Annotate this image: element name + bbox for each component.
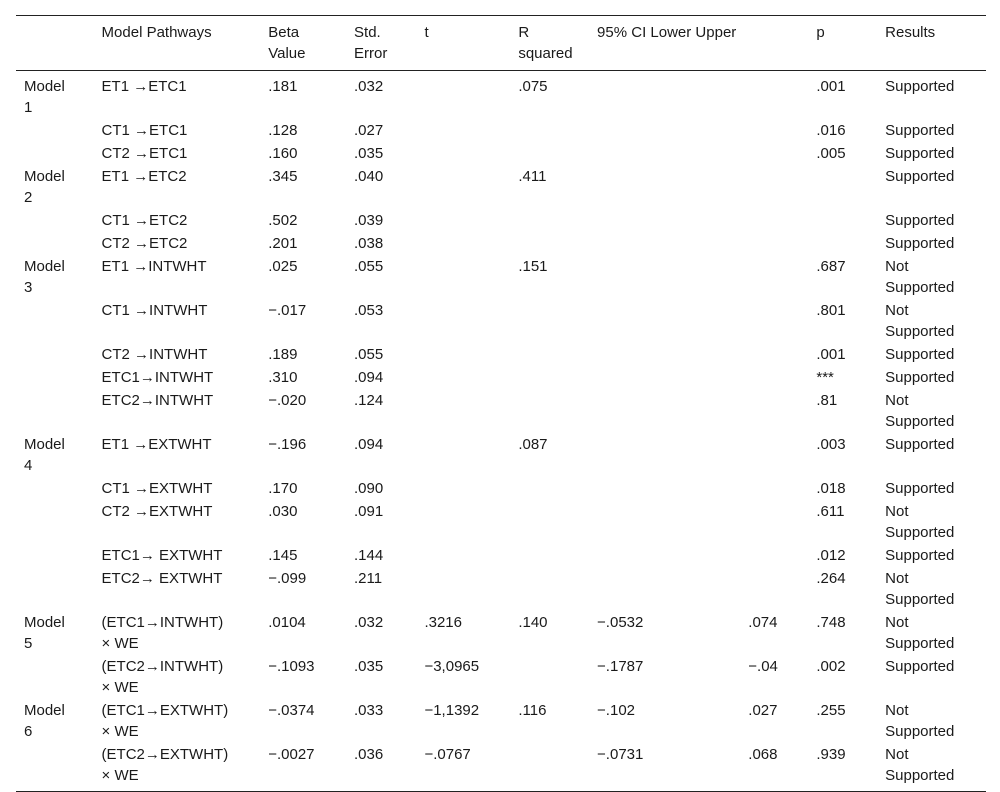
cell-beta: .128 xyxy=(268,122,298,139)
cell-p: .801 xyxy=(816,302,846,319)
cell-r-squared xyxy=(510,142,589,165)
header-beta: Beta Value xyxy=(268,24,306,62)
cell-beta: .030 xyxy=(268,503,298,520)
cell-model: Model 5 xyxy=(24,614,65,652)
cell-beta: .502 xyxy=(268,212,298,229)
table-row xyxy=(16,500,986,544)
cell-r-squared: .140 xyxy=(518,614,548,631)
cell-r-squared: .151 xyxy=(518,258,548,275)
cell-result: Not Supported xyxy=(885,258,955,296)
cell-model xyxy=(16,389,94,433)
cell-ci-lower xyxy=(589,142,740,165)
cell-model xyxy=(16,567,94,611)
cell-result: Supported xyxy=(885,212,955,229)
cell-beta: −.020 xyxy=(268,392,307,409)
header-results: Results xyxy=(885,24,936,41)
cell-p: .005 xyxy=(816,145,846,162)
cell-std-error: .033 xyxy=(354,702,384,719)
cell-ci-lower xyxy=(589,477,740,500)
cell-t xyxy=(416,389,510,433)
cell-ci-lower xyxy=(589,500,740,544)
cell-r-squared xyxy=(510,655,589,699)
cell-ci-lower: −.0532 xyxy=(597,614,644,631)
cell-t: −.0767 xyxy=(424,746,471,763)
cell-ci-upper xyxy=(740,544,808,567)
cell-t xyxy=(416,343,510,366)
cell-result: Not Supported xyxy=(885,614,955,652)
cell-std-error: .036 xyxy=(354,746,384,763)
header-t: t xyxy=(424,24,429,41)
cell-result: Not Supported xyxy=(885,746,955,784)
cell-ci-upper xyxy=(740,343,808,366)
cell-ci-upper xyxy=(740,232,808,255)
cell-ci-upper: .068 xyxy=(748,746,778,763)
cell-ci-upper xyxy=(740,165,808,209)
cell-std-error: .211 xyxy=(354,570,383,587)
cell-ci-upper xyxy=(740,71,808,120)
cell-t xyxy=(416,299,510,343)
table-row xyxy=(16,366,986,389)
cell-t xyxy=(416,119,510,142)
cell-ci-upper xyxy=(740,255,808,299)
cell-t: −1,1392 xyxy=(424,702,480,719)
cell-std-error: .053 xyxy=(354,302,384,319)
cell-result: Supported xyxy=(885,658,955,675)
cell-ci-lower xyxy=(589,343,740,366)
cell-beta: −.0027 xyxy=(268,746,315,763)
cell-pathway: CT1 →ETC1 xyxy=(101,122,188,139)
cell-beta: −.196 xyxy=(268,436,307,453)
cell-result: Supported xyxy=(885,168,955,185)
cell-model xyxy=(16,477,94,500)
cell-p xyxy=(808,232,877,255)
cell-ci-lower xyxy=(589,165,740,209)
table-row xyxy=(16,611,986,655)
cell-result: Not Supported xyxy=(885,503,955,541)
cell-p: *** xyxy=(816,369,834,386)
cell-result: Not Supported xyxy=(885,702,955,740)
table-row xyxy=(16,119,986,142)
cell-result: Supported xyxy=(885,369,955,386)
table-row xyxy=(16,433,986,477)
cell-ci-lower xyxy=(589,433,740,477)
cell-t: .3216 xyxy=(424,614,462,631)
cell-ci-lower xyxy=(589,389,740,433)
cell-result: Supported xyxy=(885,78,955,95)
cell-model xyxy=(16,743,94,792)
cell-beta: −.099 xyxy=(268,570,307,587)
header-ci-upper xyxy=(740,16,808,71)
cell-r-squared xyxy=(510,389,589,433)
cell-beta: .145 xyxy=(268,547,298,564)
cell-model: Model 1 xyxy=(24,78,65,116)
cell-r-squared xyxy=(510,299,589,343)
cell-p xyxy=(808,165,877,209)
cell-std-error: .038 xyxy=(354,235,384,252)
cell-pathway: CT1 →INTWHT xyxy=(101,302,208,319)
cell-beta: −.0374 xyxy=(268,702,315,719)
cell-t xyxy=(416,544,510,567)
cell-p: .003 xyxy=(816,436,846,453)
cell-beta: −.1093 xyxy=(268,658,315,675)
cell-ci-lower xyxy=(589,71,740,120)
cell-p: .748 xyxy=(816,614,846,631)
table-row xyxy=(16,699,986,743)
cell-pathway: ETC1→ EXTWHT xyxy=(101,547,223,564)
table-row xyxy=(16,655,986,699)
cell-pathway: CT2 →INTWHT xyxy=(101,346,208,363)
table-row xyxy=(16,343,986,366)
cell-pathway: ET1 →ETC1 xyxy=(101,78,187,95)
cell-ci-lower xyxy=(589,209,740,232)
cell-result: Supported xyxy=(885,436,955,453)
cell-model xyxy=(16,119,94,142)
table-row xyxy=(16,544,986,567)
cell-r-squared xyxy=(510,544,589,567)
cell-result: Supported xyxy=(885,122,955,139)
cell-p: .018 xyxy=(816,480,846,497)
cell-model xyxy=(16,366,94,389)
cell-std-error: .032 xyxy=(354,78,384,95)
cell-result: Supported xyxy=(885,480,955,497)
cell-result: Not Supported xyxy=(885,570,955,608)
cell-pathway: ET1 →INTWHT xyxy=(101,258,207,275)
cell-p: .264 xyxy=(816,570,846,587)
cell-t xyxy=(416,232,510,255)
cell-pathway: CT2 →ETC2 xyxy=(101,235,188,252)
cell-pathway: (ETC1→EXTWHT) × WE xyxy=(101,702,229,740)
cell-ci-lower: −.1787 xyxy=(597,658,644,675)
cell-std-error: .035 xyxy=(354,145,384,162)
cell-beta: .189 xyxy=(268,346,298,363)
cell-std-error: .027 xyxy=(354,122,384,139)
cell-t xyxy=(416,209,510,232)
results-table xyxy=(16,15,986,792)
cell-r-squared xyxy=(510,567,589,611)
cell-result: Not Supported xyxy=(885,392,955,430)
cell-ci-upper xyxy=(740,433,808,477)
cell-r-squared xyxy=(510,232,589,255)
cell-model: Model 3 xyxy=(24,258,65,296)
cell-p: .012 xyxy=(816,547,846,564)
cell-pathway: ETC2→ EXTWHT xyxy=(101,570,223,587)
table-row xyxy=(16,255,986,299)
table-row xyxy=(16,165,986,209)
cell-ci-upper xyxy=(740,500,808,544)
cell-beta: .181 xyxy=(268,78,298,95)
cell-r-squared xyxy=(510,343,589,366)
table-row xyxy=(16,209,986,232)
cell-std-error: .144 xyxy=(354,547,384,564)
cell-model: Model 2 xyxy=(24,168,65,206)
cell-std-error: .090 xyxy=(354,480,384,497)
cell-model xyxy=(16,343,94,366)
cell-model xyxy=(16,232,94,255)
cell-t xyxy=(416,433,510,477)
table-row xyxy=(16,389,986,433)
cell-std-error: .091 xyxy=(354,503,384,520)
cell-pathway: ETC1→INTWHT xyxy=(101,369,214,386)
cell-model xyxy=(16,209,94,232)
cell-r-squared: .087 xyxy=(518,436,548,453)
cell-std-error: .032 xyxy=(354,614,384,631)
cell-r-squared xyxy=(510,477,589,500)
cell-p: .939 xyxy=(816,746,846,763)
cell-pathway: CT2 →ETC1 xyxy=(101,145,188,162)
header-r-squared: R squared xyxy=(518,24,573,62)
cell-pathway: (ETC1→INTWHT) × WE xyxy=(101,614,224,652)
cell-ci-upper: .074 xyxy=(748,614,778,631)
cell-t xyxy=(416,255,510,299)
cell-std-error: .124 xyxy=(354,392,384,409)
cell-t xyxy=(416,71,510,120)
cell-model xyxy=(16,655,94,699)
cell-r-squared xyxy=(510,743,589,792)
cell-ci-lower: −.102 xyxy=(597,702,636,719)
cell-ci-lower xyxy=(589,299,740,343)
cell-r-squared xyxy=(510,209,589,232)
cell-pathway: ETC2→INTWHT xyxy=(101,392,214,409)
cell-t xyxy=(416,165,510,209)
cell-r-squared xyxy=(510,119,589,142)
table-header xyxy=(16,16,986,71)
header-p: p xyxy=(816,24,825,41)
table-row xyxy=(16,567,986,611)
cell-ci-lower: −.0731 xyxy=(597,746,644,763)
cell-t xyxy=(416,366,510,389)
cell-model xyxy=(16,544,94,567)
cell-ci-lower xyxy=(589,366,740,389)
cell-model: Model 4 xyxy=(24,436,65,474)
cell-p xyxy=(808,209,877,232)
cell-ci-upper xyxy=(740,567,808,611)
cell-p: .611 xyxy=(816,503,845,520)
cell-t xyxy=(416,567,510,611)
cell-ci-lower xyxy=(589,255,740,299)
cell-pathway: ET1 →ETC2 xyxy=(101,168,187,185)
cell-std-error: .055 xyxy=(354,258,384,275)
cell-std-error: .035 xyxy=(354,658,384,675)
cell-beta: .310 xyxy=(268,369,298,386)
cell-beta: .025 xyxy=(268,258,298,275)
cell-p: .016 xyxy=(816,122,846,139)
table-row xyxy=(16,477,986,500)
cell-beta: .0104 xyxy=(268,614,306,631)
cell-ci-upper xyxy=(740,366,808,389)
cell-t: −3,0965 xyxy=(424,658,480,675)
cell-std-error: .094 xyxy=(354,436,384,453)
table-row xyxy=(16,232,986,255)
cell-model: Model 6 xyxy=(24,702,65,740)
cell-ci-lower xyxy=(589,232,740,255)
cell-beta: .170 xyxy=(268,480,298,497)
cell-r-squared xyxy=(510,500,589,544)
cell-std-error: .040 xyxy=(354,168,384,185)
cell-result: Supported xyxy=(885,145,955,162)
cell-p: .81 xyxy=(816,392,838,409)
cell-result: Not Supported xyxy=(885,302,955,340)
cell-std-error: .055 xyxy=(354,346,384,363)
cell-result: Supported xyxy=(885,547,955,564)
table-body xyxy=(16,71,986,792)
table-row xyxy=(16,299,986,343)
cell-pathway: CT1 →EXTWHT xyxy=(101,480,213,497)
header-row xyxy=(16,16,986,71)
cell-ci-upper xyxy=(740,389,808,433)
cell-pathway: CT1 →ETC2 xyxy=(101,212,188,229)
cell-model xyxy=(16,500,94,544)
cell-p: .001 xyxy=(816,78,846,95)
cell-ci-upper xyxy=(740,209,808,232)
cell-beta: −.017 xyxy=(268,302,307,319)
cell-ci-upper xyxy=(740,119,808,142)
cell-ci-lower xyxy=(589,567,740,611)
cell-ci-upper: −.04 xyxy=(748,658,778,675)
table-row xyxy=(16,71,986,120)
cell-t xyxy=(416,500,510,544)
cell-std-error: .039 xyxy=(354,212,384,229)
cell-std-error: .094 xyxy=(354,369,384,386)
table-row xyxy=(16,142,986,165)
cell-result: Supported xyxy=(885,346,955,363)
cell-r-squared: .075 xyxy=(518,78,548,95)
cell-t xyxy=(416,142,510,165)
header-ci: 95% CI Lower Upper xyxy=(597,24,737,41)
cell-model xyxy=(16,142,94,165)
cell-pathway: (ETC2→INTWHT) × WE xyxy=(101,658,224,696)
cell-model xyxy=(16,299,94,343)
cell-ci-upper xyxy=(740,142,808,165)
cell-ci-lower xyxy=(589,544,740,567)
cell-ci-lower xyxy=(589,119,740,142)
cell-pathway: (ETC2→EXTWHT) × WE xyxy=(101,746,229,784)
cell-r-squared: .116 xyxy=(518,702,547,719)
results-table-container xyxy=(16,15,986,792)
cell-p: .687 xyxy=(816,258,846,275)
cell-result: Supported xyxy=(885,235,955,252)
table-row xyxy=(16,743,986,792)
cell-p: .255 xyxy=(816,702,846,719)
cell-pathway: ET1 →EXTWHT xyxy=(101,436,212,453)
cell-ci-upper xyxy=(740,299,808,343)
header-model xyxy=(16,16,94,71)
cell-ci-upper xyxy=(740,477,808,500)
cell-t xyxy=(416,477,510,500)
header-pathways: Model Pathways xyxy=(101,24,212,41)
cell-beta: .345 xyxy=(268,168,298,185)
cell-p: .001 xyxy=(816,346,846,363)
cell-beta: .160 xyxy=(268,145,298,162)
cell-pathway: CT2 →EXTWHT xyxy=(101,503,213,520)
cell-ci-upper: .027 xyxy=(748,702,778,719)
header-std-error: Std. Error xyxy=(354,24,388,62)
cell-beta: .201 xyxy=(268,235,298,252)
cell-r-squared xyxy=(510,366,589,389)
cell-r-squared: .411 xyxy=(518,168,547,185)
cell-p: .002 xyxy=(816,658,846,675)
